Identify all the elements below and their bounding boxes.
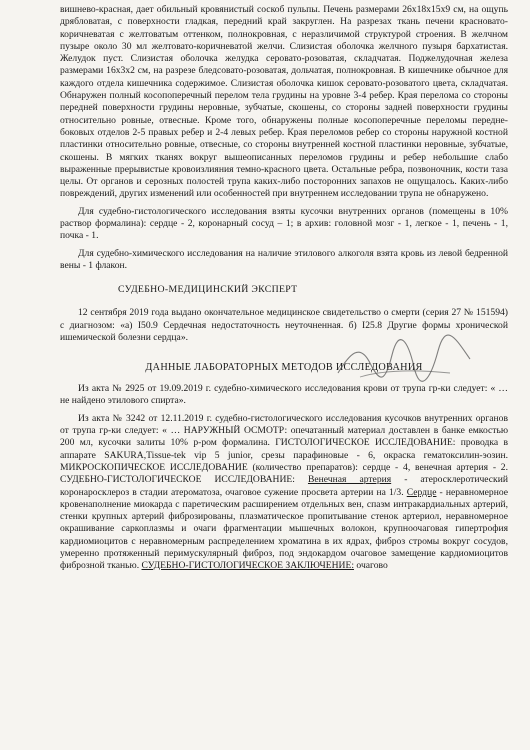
histology-act-paragraph <box>60 413 508 573</box>
histology-sampling: Для судебно-гистологического исследования взяты кусочки внутренних органов (помещены в 10% раствор формалина): сердце - 2, коронарный сосуд – 1; в архив: головной мозг - 1, легкое - 1, печень - 1, почка - 1. <box>60 205 508 242</box>
coronary-artery-label: Венечная артерия <box>307 474 392 486</box>
chemistry-act-paragraph: Из акта № 2925 от 19.09.2019 г. судебно-химического исследования крови от трупа гр-ки следует: « … не найдено этилового спирта». <box>60 383 508 407</box>
lab-section-heading: ДАННЫЕ ЛАБОРАТОРНЫХ МЕТОДОВ ИССЛЕДОВАНИЯ <box>145 362 423 374</box>
conclusion-label: СУДЕБНО-ГИСТОЛОГИЧЕСКОЕ ЗАКЛЮЧЕНИЕ: <box>141 560 355 572</box>
autopsy-paragraph: вишнево-красная, дает обильный кровянистый соскоб пульпы. Печень размерами 26х18х15х9 см, на ощупь дрябловатая, с поверхности гладкая, передний край закруглен. На разрезах ткань печени красновато-коричневатая с желтоватым оттенком, полнокровная, с неразличимой структурой строения. В желчном пузыре около 30 мл желтовато-коричневатой желчи. Слизистая оболочка желчного пузыря бархатистая. Желудок пуст. Слизистая оболочка желудка серовато-розоватая, складчатая. Поджелудочная железа размерами 16х3х2 см, на разрезе бледсовато-розоватая, дольчатая, полнокровная. В кишечнике обычное для каждого отдела кишечника содержимое. Слизистая оболочка кишок серовато-розоватого цвета, складчатая. Обнаружен полный косопоперечный перелом тела грудины на уровне 3-4 ребер. Края перелома со стороны передней поверхности грудины неровные, зубчатые, скошены, со стороны задней поверхности грудины относительно ровные, отвесные. Кроме того, обнаружены полные косопоперечные переломы передне-боковых отделов 2-5 правых ребер и 2-4 левых ребер. Края переломов ребер со стороны наружной костной пластинки относительно ровные, отвесные, со стороны внутренней костной пластинки неровные, зубчатые, скошены. В мягких тканях вокруг вышеописанных переломов грудины и ребер небольшие слабо выраженные прерывистые кровоизлияния темно-красного цвета. Остальные ребра, позвоночник, кости таза целы. От органов и серозных полостей трупа каких-либо посторонних запахов не ощущалось. Каких-либо повреждений, других изменений или особенностей при внутреннем исследовании трупа не обнаружено. <box>60 4 508 200</box>
heart-text: - неравномерное кровенаполнение миокарда с паретическим расширением отдельных вен, спазм интракардиальных артерий, стенки крупных артерий фиброзированы, плазматическое пропитывание стенок артериол, неравномерное окрашивание саркоплазмы и очаги фрагментации мышечных волокон, крупноочаговая гипертрофия кардиомиоцитов с неравномерным распределением хроматина в их ядрах, фиброз стромы вокруг сосудов, умеренно протяженный перимускулярный фиброз, под эндокардом очаговое замещение кардиомиоцитов фиброзной тканью. <box>60 486 509 572</box>
conclusion-text: очагово <box>354 560 388 572</box>
histology-act-intro: Из акта № 3242 от 12.11.2019 г. судебно-гистологического исследования кусочков внутренних органов от трупа гр-ки следует: « … НАРУЖНЫЙ ОСМОТР: опечатанный материал доставлен в банке емкостью 200 мл, кусочки залиты 10% р-ром формалина. ГИСТОЛОГИЧЕСКОЕ ИССЛЕДОВАНИЕ: проводка в аппарате SAKURA,Tissue-tek vip 5 junior, срезы парафиновые - 6, окраска гематоксилин-эозин. МИКРОСКОПИЧЕСКОЕ ИССЛЕДОВАНИЕ (количество препаратов): сердце - 4, венечная артерия - 2. СУДЕБНО-ГИСТОЛОГИЧЕСКОЕ ИССЛЕДОВАНИЕ: <box>60 412 508 486</box>
chemistry-sampling: Для судебно-химического исследования на наличие этилового алкоголя взята кровь из левой бедренной вены - 1 флакон. <box>60 247 508 271</box>
coronary-artery-text: - атеросклеротический коронаросклероз в стадии атероматоза, очаговое сужение просвета артерии на 1/3. <box>60 474 508 498</box>
heart-label: Сердце <box>406 486 437 498</box>
signer-title: СУДЕБНО-МЕДИЦИНСКИЙ ЭКСПЕРТ <box>118 284 298 296</box>
death-certificate-paragraph: 12 сентября 2019 года выдано окончательное медицинское свидетельство о смерти (серия 27 № 151594) с диагнозом: «а) I50.9 Сердечная недостаточность неуточненная. б) I25.8 Другие формы хронической ишемической болезни сердца». <box>60 307 508 343</box>
